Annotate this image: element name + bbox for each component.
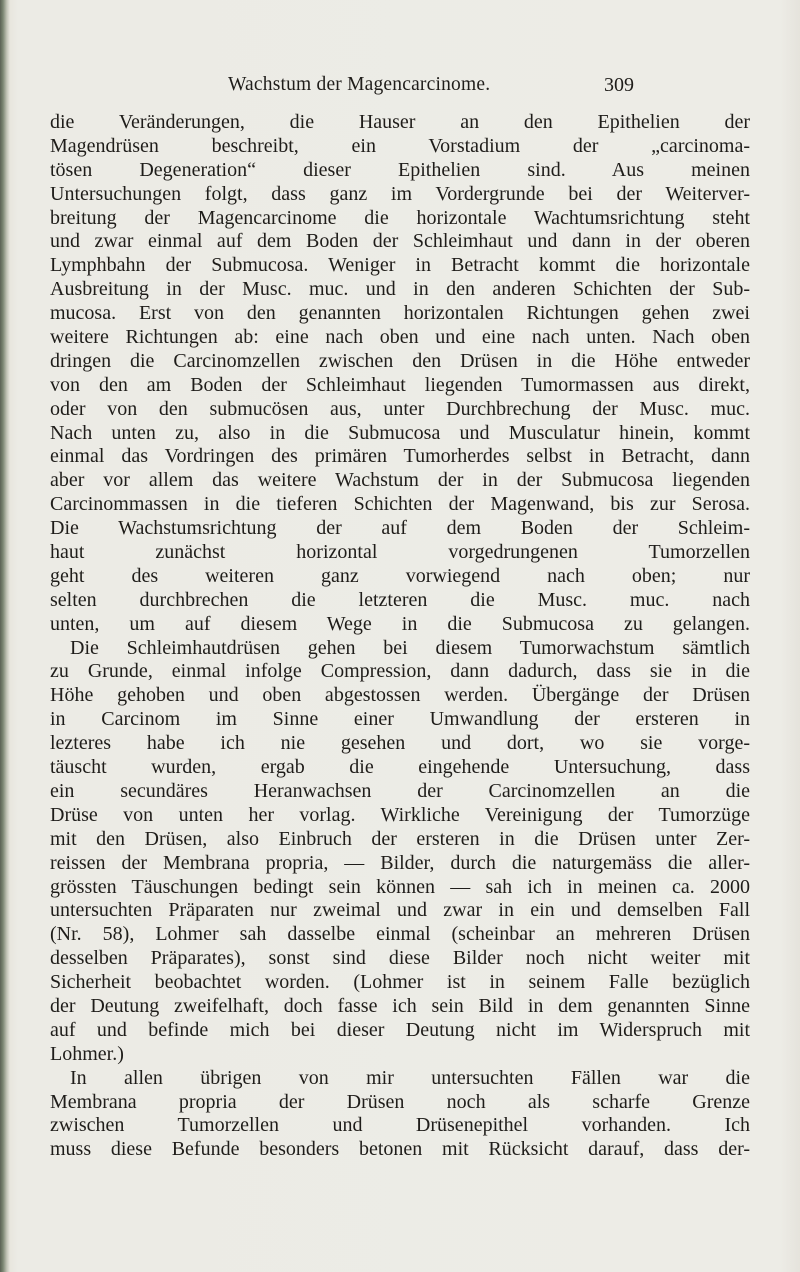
- text-line: In allen übrigen von mir untersuchten Fällen war die: [70, 1066, 750, 1089]
- text-line: weitere Richtungen ab: eine nach oben und eine nach unten. Nach oben: [50, 326, 750, 349]
- text-line: (Nr. 58), Lohmer sah dasselbe einmal (scheinbar an mehreren Drüsen: [50, 923, 750, 946]
- text-line: Drüse von unten her vorlag. Wirkliche Vereinigung der Tumorzüge: [50, 803, 750, 826]
- running-title: Wachstum der Magencarcinome.: [228, 74, 491, 95]
- text-line: Ausbreitung in der Musc. muc. und in den anderen Schichten der Sub-: [50, 278, 750, 301]
- text-line: Sicherheit beobachtet worden. (Lohmer ist in seinem Falle bezüglich: [50, 971, 750, 994]
- text-line: Höhe gehoben und oben abgestossen werden. Übergänge der Drüsen: [50, 684, 750, 707]
- text-line: zu Grunde, einmal infolge Compression, dann dadurch, dass sie in die: [50, 660, 750, 683]
- text-line: Die Schleimhautdrüsen gehen bei diesem Tumorwachstum sämtlich: [70, 636, 750, 659]
- text-line: der Deutung zweifelhaft, doch fasse ich sein Bild in dem genannten Sinne: [50, 994, 750, 1017]
- text-line: desselben Präparates), sonst sind diese Bilder noch nicht weiter mit: [50, 947, 750, 970]
- text-line: auf und befinde mich bei dieser Deutung nicht im Widerspruch mit: [50, 1018, 750, 1041]
- text-line: ein secundäres Heranwachsen der Carcinomzellen an die: [50, 779, 750, 802]
- text-line: oder von den submucösen aus, unter Durchbrechung der Musc. muc.: [50, 397, 750, 420]
- text-line: einmal das Vordringen des primären Tumorherdes selbst in Betracht, dann: [50, 445, 750, 468]
- text-line: Membrana propria der Drüsen noch als scharfe Grenze: [50, 1090, 750, 1113]
- text-line: aber vor allem das weitere Wachstum der in der Submucosa liegenden: [50, 469, 750, 492]
- text-line: breitung der Magencarcinome die horizontale Wachtumsrichtung steht: [50, 206, 750, 229]
- text-line: mit den Drüsen, also Einbruch der ersteren in die Drüsen unter Zer-: [50, 827, 750, 850]
- text-line: lezteres habe ich nie gesehen und dort, wo sie vorge-: [50, 732, 750, 755]
- text-line: in Carcinom im Sinne einer Umwandlung der ersteren in: [50, 708, 750, 731]
- text-line: reissen der Membrana propria, — Bilder, durch die naturgemäss die aller-: [50, 851, 750, 874]
- text-line: die Veränderungen, die Hauser an den Epithelien der: [50, 111, 750, 133]
- text-line: Carcinommassen in die tieferen Schichten der Magenwand, bis zur Serosa.: [50, 493, 750, 516]
- text-line: selten durchbrechen die letzteren die Musc. muc. nach: [50, 588, 750, 611]
- body-text: [50, 111, 750, 1162]
- text-line: Nach unten zu, also in die Submucosa und Musculatur hinein, kommt: [50, 421, 750, 444]
- binding-shadow: [0, 0, 10, 1272]
- text-line: Lohmer.): [50, 1042, 124, 1065]
- text-line: tösen Degeneration“ dieser Epithelien sind. Aus meinen: [50, 158, 750, 181]
- text-line: zwischen Tumorzellen und Drüsenepithel vorhanden. Ich: [50, 1114, 750, 1137]
- text-line: mucosa. Erst von den genannten horizontalen Richtungen gehen zwei: [50, 302, 750, 325]
- text-line: haut zunächst horizontal vorgedrungenen Tumorzellen: [50, 541, 750, 564]
- page-header: [0, 74, 800, 102]
- text-line: Magendrüsen beschreibt, ein Vorstadium der „carcinoma-: [50, 134, 750, 157]
- text-line: Untersuchungen folgt, dass ganz im Vordergrunde bei der Weiterver-: [50, 182, 750, 205]
- text-line: muss diese Befunde besonders betonen mit Rücksicht darauf, dass der-: [50, 1138, 750, 1161]
- text-line: täuscht wurden, ergab die eingehende Untersuchung, dass: [50, 756, 750, 779]
- text-line: geht des weiteren ganz vorwiegend nach oben; nur: [50, 564, 750, 587]
- text-line: und zwar einmal auf dem Boden der Schleimhaut und dann in der oberen: [50, 230, 750, 253]
- text-line: dringen die Carcinomzellen zwischen den Drüsen in die Höhe entweder: [50, 349, 750, 372]
- text-line: unten, um auf diesem Wege in die Submucosa zu gelangen.: [50, 612, 750, 635]
- text-line: grössten Täuschungen bedingt sein können — sah ich in meinen ca. 2000: [50, 875, 750, 898]
- text-line: Die Wachstumsrichtung der auf dem Boden der Schleim-: [50, 517, 750, 540]
- text-line: von den am Boden der Schleimhaut liegenden Tumormassen aus direkt,: [50, 373, 750, 396]
- text-line: untersuchten Präparaten nur zweimal und zwar in ein und demselben Fall: [50, 899, 750, 922]
- text-line: Lymphbahn der Submucosa. Weniger in Betracht kommt die horizontale: [50, 254, 750, 277]
- page-number: 309: [604, 74, 634, 96]
